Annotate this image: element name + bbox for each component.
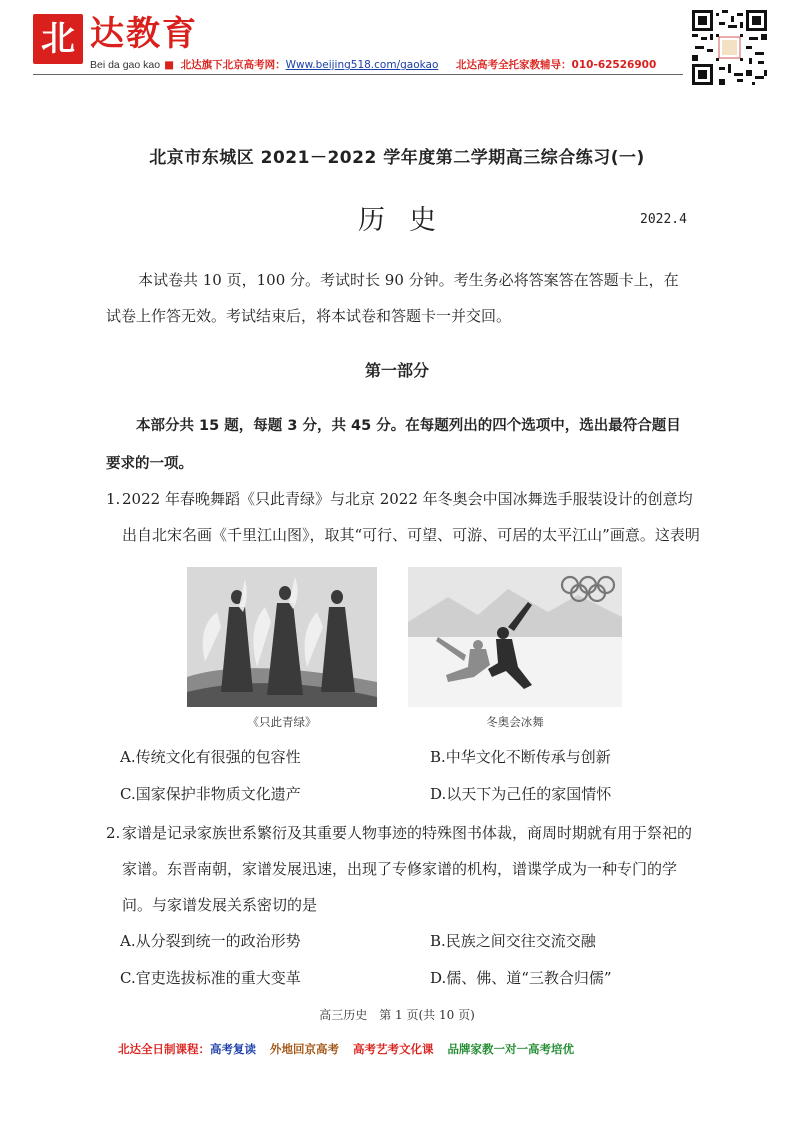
logo-pinyin: Bei da gao kao [90,59,161,71]
header-banner [90,57,656,72]
intro-line-2: 试卷上作答无效。考试结束后，将本试卷和答题卡一并交回。 [106,307,512,325]
option-label: B. [430,932,446,950]
dance-photo [187,567,377,707]
option-label: D. [430,785,447,803]
option-text: 儒、佛、道“三教合归儒” [446,969,612,987]
option-text: 官吏选拔标准的重大变革 [135,969,301,987]
dance-photo-caption: 《只此青绿》 [247,715,317,729]
question-text: 家谱是记录家族世系繁衍及其重要人物事迹的特殊图书体裁，商周时期就有用于祭祀的家谱。东晋南朝，家谱发展迅速，出现了专修家谱的机构，谱谍学成为一种专门的学问。与家谱发展关系密切的是 [122,824,693,914]
question-2-stem [106,815,702,923]
exam-instructions [106,262,686,334]
question-1-stem [106,481,702,553]
header-tutoring: 北达高考全托家教辅导：010-62526900 [456,59,657,71]
footer-ad [118,1041,588,1057]
option-label: C. [120,969,136,987]
question-2-option-c[interactable] [120,960,301,996]
option-text: 以天下为己任的家国情怀 [446,785,612,803]
question-2-option-a[interactable] [120,923,301,959]
footer-ad-item: 外地回京高考 [270,1042,339,1056]
option-label: C. [120,785,136,803]
footer-ad-item: 高考艺考文化课 [353,1042,434,1056]
question-2-option-d[interactable] [430,960,612,996]
question-number: 2. [106,824,121,842]
ice-dance-photo-caption: 冬奥会冰舞 [486,715,544,729]
option-text: 中华文化不断传承与创新 [445,748,611,766]
option-text: 从分裂到统一的政治形势 [135,932,301,950]
square-bullet-icon: ■ [164,59,174,71]
website-link[interactable]: Www.beijing518.com/gaokao [285,59,439,71]
footer-ad-item: 高考复读 [210,1042,256,1056]
question-number: 1. [106,490,121,508]
footer-ad-item: 品牌家教一对一高考培优 [447,1042,574,1056]
question-1-option-a[interactable] [120,739,301,775]
header-divider [33,74,683,75]
option-label: D. [430,969,447,987]
footer-ad-label: 北达全日制课程： [118,1042,210,1056]
option-label: A. [120,932,136,950]
ice-dance-photo [408,567,622,707]
intro-line-1: 本试卷共 10 页，100 分。考试时长 90 分钟。考生务必将答案答在答题卡上，在 [138,271,679,289]
question-text: 2022 年春晚舞蹈《只此青绿》与北京 2022 年冬奥会中国冰舞选手服装设计的创意均出自北宋名画《千里江山图》，取其“可行、可望、可游、可居的太平江山”画意。这表明 [122,490,700,544]
option-text: 民族之间交往交流交融 [445,932,596,950]
question-1-option-c[interactable] [120,776,301,812]
page-number: 高三历史 第 1 页(共 10 页) [319,1008,475,1022]
logo-mark: 北 [33,14,83,64]
logo-text: 达教育 [90,14,198,54]
option-label: B. [430,748,446,766]
exam-title: 北京市东城区 2021－2022 学年度第二学期高三综合练习(一) [149,148,645,168]
subject-title: 历史 [358,205,460,236]
header-tagline: 北达旗下北京高考网： [180,59,286,71]
section-instructions: 本部分共 15 题，每题 3 分，共 45 分。在每题列出的四个选项中，选出最符合题目要求的一项。 [106,418,681,472]
section-title: 第一部分 [364,361,429,380]
exam-date: 2022.4 [640,212,687,227]
option-text: 传统文化有很强的包容性 [135,748,301,766]
option-text: 国家保护非物质文化遗产 [135,785,301,803]
option-label: A. [120,748,136,766]
question-1-option-b[interactable] [430,739,611,775]
qr-code-icon [692,10,767,85]
question-1-option-d[interactable] [430,776,611,812]
question-2-option-b[interactable] [430,923,596,959]
